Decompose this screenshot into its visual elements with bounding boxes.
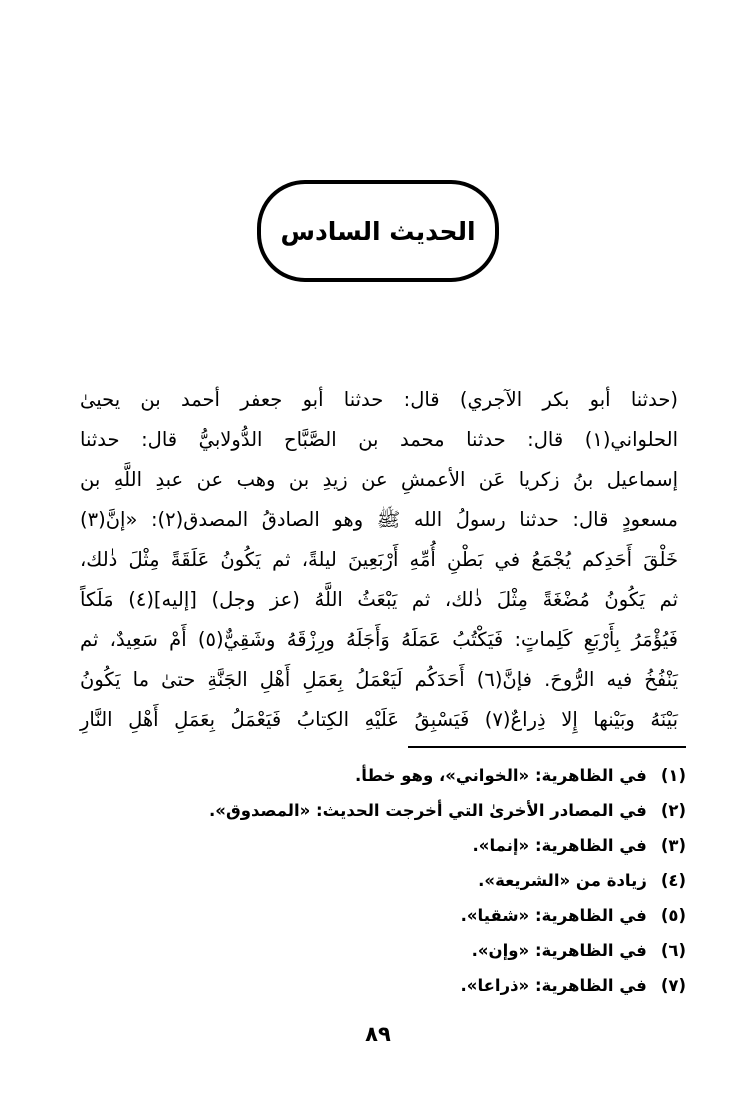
footnote-number: (٧) — [660, 976, 686, 995]
footnote-number: (٦) — [660, 941, 686, 960]
footnote-text: في الظاهرية: «ذراعا». — [460, 976, 647, 995]
footnote-text: زيادة من «الشريعة». — [478, 871, 647, 890]
footnote — [78, 968, 686, 1003]
hadith-text-block — [80, 380, 678, 740]
footnote — [78, 828, 686, 863]
footnote-text: في المصادر الأخرىٰ التي أخرجت الحديث: «المصدوق». — [209, 801, 647, 820]
footnote-separator-rule — [408, 746, 686, 748]
hadith-text-line: خَلْقَ أَحَدِكم يُجْمَعُ في بَطْنِ أُمِّهِ أَرْبَعِينَ ليلةً، ثم يَكُونُ عَلَقَةً مِثْلَ ذٰلك، — [80, 548, 678, 571]
hadith-text-line: يَنْفُخُ فيه الرُّوحَ. فإنَّ(٦) أَحَدَكُم لَيَعْمَلُ بِعَمَلِ أَهْلِ الجَنَّةِ حتىٰ ما يَكُونُ — [80, 668, 678, 691]
footnote-number: (٢) — [660, 801, 686, 820]
footnote — [78, 933, 686, 968]
footnote-text: في الظاهرية: «إنما». — [472, 836, 647, 855]
page-number: ٨٩ — [365, 1022, 391, 1046]
footnote — [78, 898, 686, 933]
hadith-text-line: مسعودٍ قال: حدثنا رسولُ الله ﷺ وهو الصادقُ المصدق(٢): «إنَّ(٣) — [80, 508, 678, 531]
footnote-number: (٣) — [660, 836, 686, 855]
footnotes-block — [78, 758, 686, 1003]
footnote — [78, 863, 686, 898]
footnote — [78, 758, 686, 793]
footnote-text: في الظاهرية: «الخواني»، وهو خطأ. — [355, 766, 647, 785]
chapter-title: الحديث السادس — [280, 216, 476, 246]
hadith-text-line: إسماعيل بنُ زكريا عَن الأعمشِ عن زيدِ بن وهب عن عبدِ اللَّهِ بن — [80, 468, 678, 491]
hadith-text-line: فَيُؤْمَرُ بِأَرْبَعِ كَلِماتٍ: فَيَكْتُبُ عَمَلَهُ وَأَجَلَهُ ورِزْقَهُ وشَقِيٌّ(٥) أَمْ سَعِيدٌ، ثم — [80, 628, 678, 651]
footnote-text: في الظاهرية: «وإن». — [471, 941, 647, 960]
footnote-number: (٥) — [660, 906, 686, 925]
hadith-text-line: ثم يَكُونُ مُضْغَةً مِثْلَ ذٰلك، ثم يَبْعَثُ اللَّهُ (عز وجل) [إليه](٤) مَلَكاً — [80, 588, 679, 611]
chapter-title-box — [257, 180, 499, 282]
footnote-number: (١) — [660, 766, 686, 785]
hadith-text-line: بَيْنَهُ وبَيْنها إِلا ذِراعٌ(٧) فَيَسْبِقُ عَلَيْهِ الكِتابُ فَيَعْمَلُ بِعَمَلِ أَهْلِ النَّارِ — [80, 708, 678, 731]
hadith-text-line: الحلواني(١) قال: حدثنا محمد بن الصَّبَّاح الدُّولابيُّ قال: حدثنا — [80, 428, 678, 451]
footnote-text: في الظاهرية: «شقيا». — [460, 906, 647, 925]
footnote-number: (٤) — [660, 871, 686, 890]
footnote — [78, 793, 686, 828]
hadith-text-line: (حدثنا أبو بكر الآجري) قال: حدثنا أبو جعفر أحمد بن يحيىٰ — [80, 388, 678, 411]
